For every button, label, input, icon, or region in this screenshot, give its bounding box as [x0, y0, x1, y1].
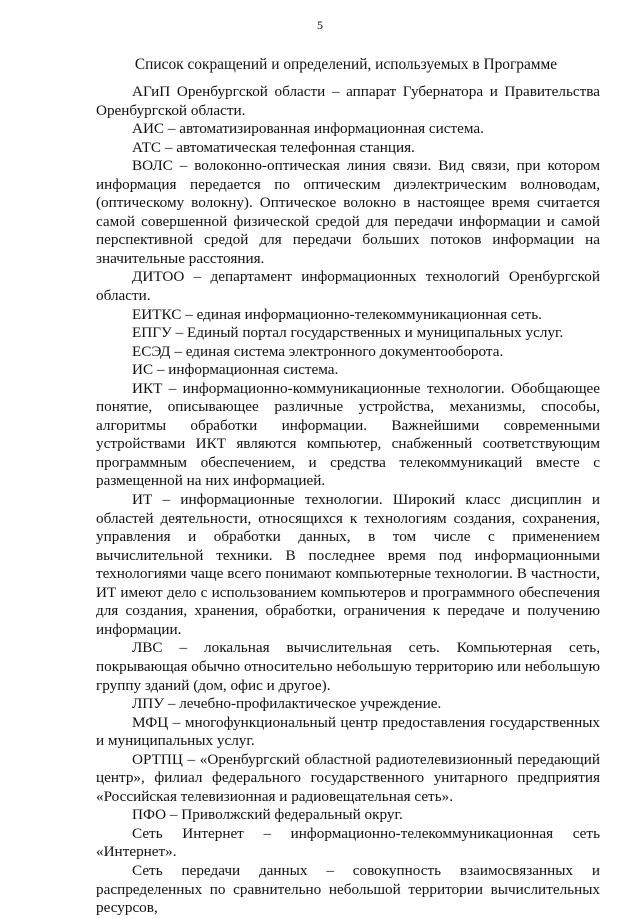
- page-number: 5: [317, 18, 323, 32]
- abbreviation-entry-data-network: Сеть передачи данных – совокупность взаимосвязанных и распределенных по сравнительно небольшой территории вычислительных ресурсов,: [96, 861, 600, 917]
- abbreviation-entry-is: ИС – информационная система.: [132, 361, 339, 379]
- abbreviation-entry-lpu: ЛПУ – лечебно-профилактическое учреждение.: [132, 695, 442, 713]
- abbreviation-entry-agip: АГиП Оренбургской области – аппарат Губернатора и Правительства Оренбургской области.: [96, 83, 600, 119]
- abbreviation-entry-ikt: ИКТ – информационно-коммуникационные технологии. Обобщающее понятие, описывающее различные устройства, механизмы, способы, алгоритмы обработки информации. Важнейшими современными устройствами ИКТ являются компьютер, снабженный соответствующим программным обеспечением, и средства телекоммуникаций вместе с размещенной на них информацией.: [96, 379, 600, 490]
- abbreviation-entry-vols: ВОЛС – волоконно-оптическая линия связи. Вид связи, при котором информация передается по оптическим диэлектрическим волноводам, (оптическому волокну). Оптическое волокно в настоящее время считается самой совершенной физической средой для передачи информации и самой перспективной средой для передачи больших потоков информации на значительные расстояния.: [96, 157, 600, 267]
- abbreviation-entry-ais: АИС – автоматизированная информационная система.: [132, 120, 484, 138]
- abbreviation-entry-eitks: ЕИТКС – единая информационно-телекоммуникационная сеть.: [132, 305, 542, 323]
- abbreviation-entry-esed: ЕСЭД – единая система электронного документооборота.: [132, 342, 504, 360]
- abbreviation-list: [96, 83, 600, 918]
- abbreviation-entry-it: ИТ – информационные технологии. Широкий класс дисциплин и областей деятельности, относящихся к технологиям создания, сохранения, управления и обработки данных, в том числе с применением вычислительной техники. В последнее время под информационными технологиями чаще всего понимают компьютерные технологии. В частности, ИТ имеют дело с использованием компьютеров и программного обеспечения для создания, хранения, обработки, ограничения к передаче и получению информации.: [96, 491, 600, 638]
- abbreviation-entry-pfo: ПФО – Приволжский федеральный округ.: [132, 806, 403, 824]
- abbreviation-entry-ditoo: ДИТОО – департамент информационных технологий Оренбургской области.: [96, 268, 600, 305]
- abbreviation-entry-lvs: ЛВС – локальная вычислительная сеть. Компьютерная сеть, покрывающая обычно относительно небольшую территорию или небольшую группу зданий (дом, офис и другое).: [96, 639, 600, 694]
- abbreviation-entry-ats: АТС – автоматическая телефонная станция.: [132, 138, 415, 156]
- page-title: Список сокращений и определений, используемых в Программе: [134, 56, 558, 73]
- abbreviation-entry-internet: Сеть Интернет – информационно-телекоммуникационная сеть «Интернет».: [96, 824, 600, 861]
- abbreviation-entry-mfc: МФЦ – многофункциональный центр предоставления государственных и муниципальных услуг.: [96, 713, 600, 750]
- abbreviation-entry-epgu: ЕПГУ – Единый портал государственных и муниципальных услуг.: [132, 324, 564, 342]
- abbreviation-entry-ortpc: ОРТПЦ – «Оренбургский областной радиотелевизионный передающий центр», филиал федерального государственного унитарного предприятия «Российская телевизионная и радиовещательная сеть».: [96, 750, 600, 805]
